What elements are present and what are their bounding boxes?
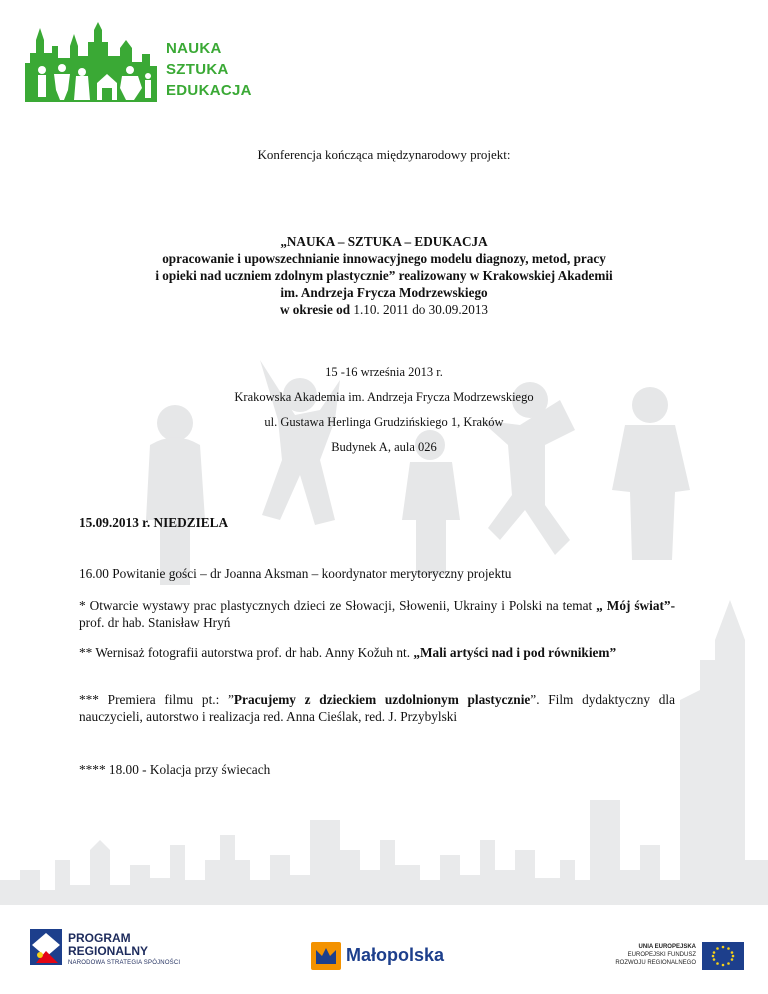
program-item-dinner: **** 18.00 - Kolacja przy świecach — [79, 762, 271, 777]
program-item-film-premiere — [79, 691, 675, 725]
program-regionalny-text — [68, 932, 180, 966]
program-regionalny-line1: PROGRAM — [68, 931, 131, 945]
program-regionalny-logo-icon — [28, 925, 64, 969]
venue-date: 15 -16 września 2013 r. — [325, 365, 443, 379]
venue-room: Budynek A, aula 026 — [331, 440, 437, 454]
program-item-photo-vernissage — [79, 644, 675, 661]
eu-line3: ROZWOJU REGIONALNEGO — [615, 960, 696, 966]
exhibition-text: * Otwarcie wystawy prac plastycznych dzieci ze Słowacji, Słowenii, Ukrainy i Polski na temat — [79, 598, 597, 613]
title-line-4: im. Andrzeja Frycza Modrzewskiego — [280, 285, 488, 300]
exhibition-author: prof. dr hab. Stanisław Hryń — [79, 615, 231, 630]
film-text-start: *** Premiera filmu pt.: ” — [79, 692, 234, 707]
eu-line2: EUROPEJSKI FUNDUSZ — [627, 952, 696, 958]
program-day-heading: 15.09.2013 r. NIEDZIELA — [79, 515, 229, 530]
vernissage-title: „Mali artyści nad i pod równikiem” — [413, 645, 617, 660]
title-period-label: w okresie od — [279, 302, 351, 317]
logo-line-sztuka: SZTUKA — [166, 61, 229, 78]
program-item-welcome: 16.00 Powitanie gości – dr Joanna Aksman – koordynator merytoryczny projektu — [79, 566, 512, 581]
eu-flag-icon — [702, 942, 744, 970]
venue-info — [0, 360, 768, 460]
film-title: Pracujemy z dzieckiem uzdolnionym plastycznie — [233, 692, 531, 707]
eu-line1: UNIA EUROPEJSKA — [638, 944, 696, 950]
logo-text — [166, 38, 252, 101]
vernissage-text: ** Wernisaż fotografii autorstwa prof. dr hab. Anny Kožuh nt. — [79, 645, 414, 660]
logo-line-edukacja: EDUKACJA — [166, 82, 252, 99]
eu-fund-text — [610, 943, 696, 967]
title-period-dates: 1.10. 2011 do 30.09.2013 — [350, 302, 489, 317]
program-regionalny-line2: REGIONALNY — [68, 944, 149, 958]
exhibition-theme: „ Mój świat”- — [596, 598, 675, 613]
program-item-exhibition — [79, 597, 675, 631]
venue-institution: Krakowska Akademia im. Andrzeja Frycza Modrzewskiego — [234, 390, 534, 404]
venue-address: ul. Gustawa Herlinga Grudzińskiego 1, Kraków — [264, 415, 504, 429]
title-line-2: opracowanie i upowszechnianie innowacyjnego modelu diagnozy, metod, pracy — [162, 251, 606, 266]
malopolska-logo-icon — [311, 942, 341, 970]
title-line-1: „NAUKA – SZTUKA – EDUKACJA — [280, 234, 488, 249]
title-line-3: i opieki nad uczniem zdolnym plastycznie” realizowany w Krakowskiej Akademii — [155, 268, 613, 283]
project-title — [0, 233, 768, 318]
film-text-end: ”. Film dydaktyczny dla nauczycieli, autorstwo i realizacja red. Anna Cieślak, red. J. Przybylski — [79, 692, 676, 724]
logo-line-nauka: NAUKA — [166, 40, 222, 57]
program-regionalny-subtitle: NARODOWA STRATEGIA SPÓJNOŚCI — [68, 960, 181, 966]
title-line-5 — [0, 301, 768, 318]
intro-text: Konferencja kończąca międzynarodowy projekt: — [257, 147, 511, 162]
malopolska-text: Małopolska — [346, 945, 445, 965]
